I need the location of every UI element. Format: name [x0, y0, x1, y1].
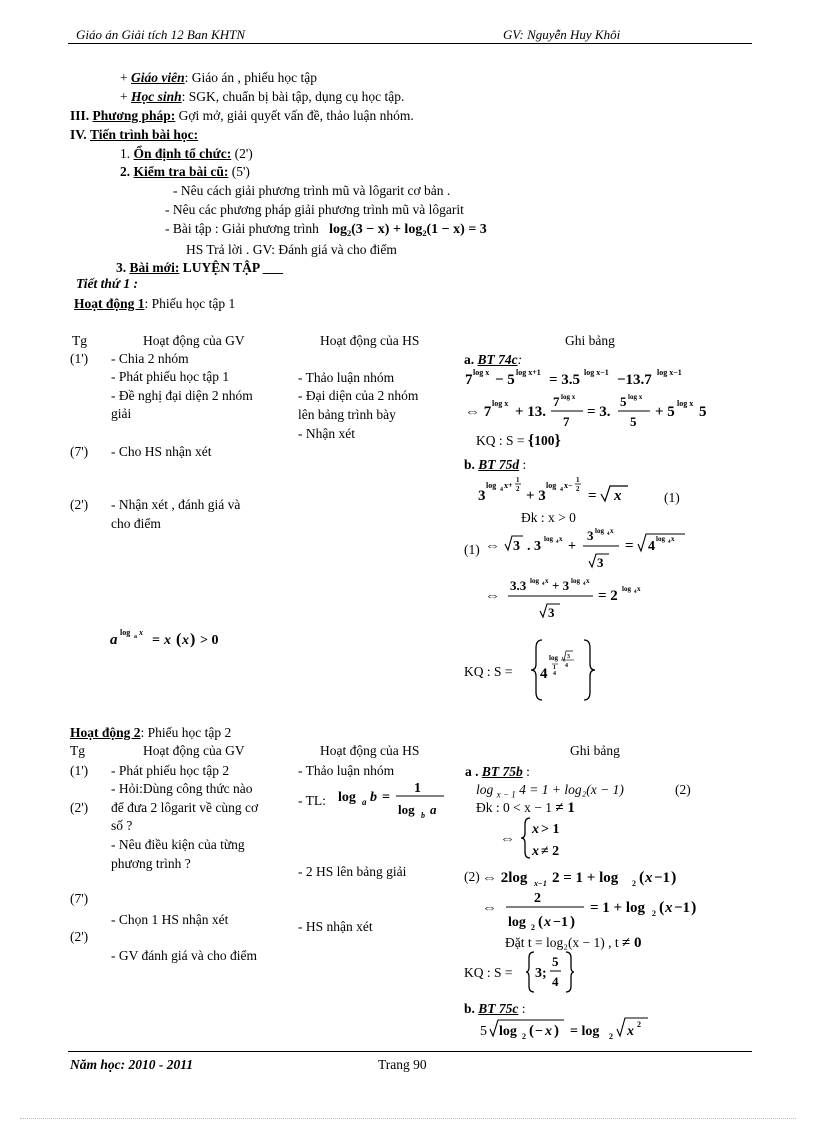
step-3-text: LUYỆN TẬP ___ — [179, 260, 284, 275]
svg-text:= log: = log — [570, 1024, 600, 1039]
svg-text:log: log — [656, 535, 665, 543]
activity-2-title — [70, 725, 231, 741]
svg-text:> 0: > 0 — [200, 633, 219, 648]
hd1-gb-b: b. BT 75d : — [464, 457, 527, 472]
hd2-gv-3a: - Nêu điều kiện của từng — [111, 837, 245, 852]
activity-1-label: Hoạt động 1 — [74, 296, 145, 311]
svg-text:7: 7 — [465, 372, 473, 388]
svg-text:log: log — [398, 802, 415, 817]
old-answer: HS Trả lời . GV: Đánh giá và cho điểm — [186, 242, 397, 257]
svg-text:x: x — [544, 915, 551, 930]
svg-text:log: log — [508, 915, 526, 930]
svg-text:1: 1 — [516, 476, 520, 484]
eq-75d-line2-svg — [485, 526, 715, 576]
section-4-num: IV. — [70, 127, 87, 142]
hd1-col-gb: Ghi bảng — [565, 333, 615, 348]
svg-text:4: 4 — [556, 540, 559, 545]
step-1-label: Ổn định tổ chức: — [133, 146, 232, 161]
hd2-gb-2-label: (2) — [464, 869, 480, 884]
svg-text:log x−1: log x−1 — [584, 368, 609, 377]
hd2-gb-a: a . BT 75b : — [465, 764, 530, 779]
hd1-eq-75d-line1 — [478, 474, 648, 515]
student-text: : SGK, chuẩn bị bài tập, dụng cụ học tập. — [181, 89, 405, 104]
svg-text:x: x — [645, 870, 653, 886]
svg-text:+: + — [568, 539, 576, 554]
section-4 — [70, 127, 198, 143]
svg-text:log: log — [546, 481, 557, 490]
teacher-text: : Giáo án , phiếu học tập — [184, 70, 317, 85]
svg-text:+ 3: + 3 — [526, 488, 546, 504]
svg-text:1: 1 — [414, 781, 421, 796]
system-svg — [500, 815, 580, 861]
svg-text:x−: x− — [564, 481, 573, 490]
hd1-gb-a: a. BT 74c: — [464, 352, 523, 367]
hd1-gb-b-num: b. — [464, 457, 475, 472]
svg-text:2: 2 — [632, 879, 636, 888]
hd1-eq-74c-line2 — [465, 392, 725, 437]
svg-text:2: 2 — [609, 1032, 613, 1041]
hd2-eq-75c — [480, 1015, 680, 1048]
kq-set-svg — [530, 638, 600, 702]
eq-75d-line1-svg — [478, 474, 648, 510]
hd1-gv-3a: - Đề nghị đại diện 2 nhóm — [111, 388, 253, 403]
hd1-hs-2b: lên bảng trình bày — [298, 407, 396, 422]
hd2-gv-2a: - Hỏi:Dùng công thức nào — [111, 781, 253, 796]
svg-text:): ) — [554, 1023, 559, 1039]
hd1-gb-b-exercise: BT 75d — [478, 457, 520, 472]
svg-text:2 = 1 + log: 2 = 1 + log — [552, 870, 619, 886]
activity-2-label: Hoạt động 2 — [70, 725, 141, 740]
svg-text:3: 3 — [478, 488, 486, 504]
svg-text:a: a — [362, 797, 367, 807]
hd1-time-2: (7') — [70, 444, 89, 459]
hd1-time-1: (1') — [70, 351, 89, 366]
hd2-gb-a-equation: log $_{x - 1}$ 4 = 1 + log₂(x − 1) — [476, 782, 624, 800]
hd1-gb-b-kq-set — [530, 638, 600, 707]
hd2-time-2: (2') — [70, 800, 89, 815]
hd2-gv-2b: để đưa 2 lôgarit về cùng cơ — [111, 800, 259, 815]
hd1-gv-4: - Cho HS nhận xét — [111, 444, 212, 459]
svg-text:4: 4 — [648, 539, 655, 554]
hd2-gb-dat: Đặt t = log₂(x − 1) , t — [505, 935, 619, 950]
hd2-gb-a-exercise: BT 75b — [481, 764, 523, 779]
hd2-col-tg: Tg — [70, 743, 85, 758]
eq-74c-line1-svg — [465, 366, 715, 390]
hd1-gb-b-eqnum: (1) — [664, 490, 680, 505]
svg-text:2: 2 — [522, 1032, 526, 1041]
hd2-time-4: (2') — [70, 929, 89, 944]
hd1-hs-1: - Thảo luận nhóm — [298, 370, 395, 385]
svg-text:−1: −1 — [674, 900, 691, 916]
hd2-time-3: (7') — [70, 891, 89, 906]
svg-text:3: 3 — [597, 555, 604, 570]
svg-text:⇔ 7: ⇔ 7 — [465, 404, 492, 420]
svg-text:5: 5 — [620, 394, 627, 409]
eq-75d-line3-svg — [485, 574, 685, 622]
hd1-gb-a-kq: KQ : S = — [476, 433, 525, 448]
svg-text:=: = — [588, 488, 597, 504]
hd1-hs-3: - Nhận xét — [298, 426, 355, 441]
hd2-hs-4: - HS nhận xét — [298, 919, 373, 934]
svg-text:⇔ 2log: ⇔ 2log — [482, 870, 528, 886]
hd2-gb-b-exercise: BT 75c — [478, 1001, 519, 1016]
svg-text:log: log — [530, 577, 539, 585]
svg-text:⇔: ⇔ — [482, 900, 497, 916]
svg-text:3: 3 — [567, 654, 570, 660]
page-bottom-border — [20, 1118, 796, 1119]
hd1-gb-a-kq-value: 100 — [534, 433, 555, 448]
step-1-time: (2') — [231, 146, 253, 161]
svg-text:4: 4 — [565, 663, 568, 669]
svg-text:≠ 2: ≠ 2 — [541, 844, 560, 859]
step-2-label: Kiểm tra bài cũ: — [133, 164, 229, 179]
section-3-num: III. — [70, 108, 90, 123]
prep-student: + Học sinh: SGK, chuẩn bị bài tập, dụng cụ học tập. — [120, 89, 405, 104]
section-4-label: Tiến trình bài học: — [90, 127, 199, 142]
step-2-time: (5') — [228, 164, 250, 179]
step-1 — [120, 146, 253, 162]
svg-text:(: ( — [529, 1023, 534, 1039]
svg-text:4: 4 — [607, 532, 610, 537]
svg-text:= 3.: = 3. — [587, 404, 611, 420]
eq2-line2-svg — [482, 886, 702, 934]
svg-text:a: a — [110, 632, 118, 648]
svg-text:2: 2 — [652, 909, 656, 918]
hd2-gv-2c: số ? — [111, 818, 133, 833]
hd2-gb-a-dk: Đk : 0 < x − 1 — [476, 800, 552, 815]
step-2 — [120, 164, 250, 180]
svg-text:x−1: x−1 — [534, 879, 547, 888]
hd2-col-hs: Hoạt động của HS — [320, 743, 420, 758]
svg-text:2: 2 — [516, 485, 520, 493]
svg-text:−1: −1 — [553, 915, 568, 930]
old-question-3 — [165, 221, 487, 238]
hd2-gv-5: - GV đánh giá và cho điểm — [111, 948, 257, 963]
svg-text:x: x — [164, 633, 171, 648]
svg-text:b: b — [421, 811, 425, 820]
hd1-gb-b-1-label: (1) — [464, 542, 480, 557]
svg-text:log: log — [571, 577, 580, 585]
hd1-col-tg: Tg — [72, 333, 87, 348]
hd2-hs-formula — [338, 776, 448, 827]
hd1-eq-75d-line3 — [485, 574, 685, 627]
hd1-gv-2: - Phát phiếu học tập 1 — [111, 369, 230, 384]
header-rule — [68, 43, 752, 44]
svg-text:x: x — [545, 1024, 552, 1039]
hd1-time-3: (2') — [70, 497, 89, 512]
svg-text:x: x — [637, 585, 641, 593]
step-3-num: 3. — [116, 260, 127, 275]
hd1-hint-formula — [110, 624, 250, 657]
student-label: Học sinh — [131, 89, 182, 104]
svg-text:4: 4 — [583, 582, 586, 587]
svg-text:4: 4 — [634, 590, 637, 595]
hd2-gb-kq-set — [526, 950, 576, 999]
step-3 — [116, 260, 283, 276]
svg-text:⇔: ⇔ — [500, 831, 515, 847]
svg-text:⇔: ⇔ — [485, 588, 500, 604]
svg-text:x: x — [532, 822, 539, 837]
svg-text:(: ( — [639, 869, 645, 886]
hd1-gv-3b: giải — [111, 406, 132, 421]
hd2-gb-a-num: a . — [465, 764, 479, 779]
svg-text:log: log — [120, 628, 131, 637]
old-question-3-text: - Bài tập : Giải phương trình — [165, 221, 319, 236]
svg-text:=: = — [625, 538, 634, 554]
svg-text:x: x — [532, 844, 539, 859]
hd1-eq-74c-line1 — [465, 366, 715, 395]
svg-text:log x−1: log x−1 — [657, 368, 682, 377]
svg-text:x: x — [614, 488, 622, 504]
svg-text:1: 1 — [576, 476, 580, 484]
step-1-num: 1. — [120, 146, 131, 161]
hd2-col-gv: Hoạt động của GV — [143, 743, 245, 758]
svg-text:3: 3 — [548, 605, 555, 620]
svg-text:⇔: ⇔ — [485, 538, 500, 554]
svg-text:log: log — [544, 535, 553, 543]
activity-2-rest: : Phiếu học tập 2 — [140, 725, 232, 740]
svg-text:log: log — [486, 481, 497, 490]
svg-text:4: 4 — [560, 487, 563, 493]
svg-text:5: 5 — [699, 404, 707, 420]
old-question-2: - Nêu các phương pháp giải phương trình mũ và lôgarit — [165, 202, 464, 217]
svg-text:5: 5 — [552, 954, 559, 969]
hd2-hs-1: - Thảo luận nhóm — [298, 763, 395, 778]
svg-text:log x: log x — [492, 399, 509, 408]
svg-text:log x+1: log x+1 — [516, 368, 541, 377]
hs-formula-svg — [338, 776, 448, 822]
svg-text:log: log — [595, 527, 604, 535]
eq-74c-line2-svg — [465, 392, 725, 432]
hd1-hs-2a: - Đại diện của 2 nhóm — [298, 388, 419, 403]
svg-text:4: 4 — [540, 666, 548, 682]
svg-text:): ) — [691, 899, 697, 916]
header-right: GV: Nguyễn Huy Khôi — [503, 27, 621, 42]
hd2-col-gb: Ghi bảng — [570, 743, 620, 758]
hd2-gb-a-condition: Đk : 0 < x − 1 ≠ 1 — [476, 800, 575, 816]
svg-text:4: 4 — [542, 582, 545, 587]
hd2-hs-3: - 2 HS lên bảng giải — [298, 864, 407, 879]
section-3 — [70, 108, 414, 124]
svg-text:b: b — [370, 790, 377, 805]
svg-text:− 5: − 5 — [495, 372, 515, 388]
svg-text:7: 7 — [553, 394, 560, 409]
hd1-gv-5b: cho điểm — [111, 516, 161, 531]
svg-text:): ) — [570, 914, 575, 930]
svg-text:2: 2 — [534, 891, 541, 906]
hd2-gb-a-eqnum: (2) — [675, 782, 691, 797]
svg-text:log: log — [499, 1024, 517, 1039]
svg-text:): ) — [190, 631, 196, 648]
svg-text:x+: x+ — [504, 481, 513, 490]
activity-1-title — [74, 296, 235, 312]
svg-text:+ 5: + 5 — [655, 404, 675, 420]
svg-text:(: ( — [176, 631, 182, 648]
hd2-gv-1: - Phát phiếu học tập 2 — [111, 763, 230, 778]
svg-text:x: x — [559, 535, 563, 543]
svg-text:2: 2 — [637, 1020, 641, 1029]
svg-text:=: = — [382, 790, 390, 805]
svg-text:5: 5 — [630, 414, 637, 429]
svg-text:−: − — [535, 1024, 543, 1039]
hd1-col-gv: Hoạt động của GV — [143, 333, 245, 348]
svg-text:log x: log x — [628, 393, 643, 401]
hd1-gv-5a: - Nhận xét , đánh giá và — [111, 497, 241, 512]
hd2-gb-substitution: Đặt t = log₂(x − 1) , t ≠ 0 — [505, 935, 642, 951]
hd2-gb-b: b. BT 75c : — [464, 1001, 526, 1016]
svg-text:+ 13.: + 13. — [515, 404, 547, 420]
step-2-num: 2. — [120, 164, 131, 179]
svg-text:7: 7 — [563, 414, 570, 429]
svg-text:log: log — [338, 790, 356, 805]
svg-text:= 3.5: = 3.5 — [549, 372, 581, 388]
kq2-set-svg — [526, 950, 576, 994]
eq-75c-svg — [480, 1015, 680, 1043]
svg-text:log: log — [549, 654, 558, 662]
svg-text:a: a — [430, 802, 437, 817]
hd2-gb-a-eq-rest: = 1 + log₂(x − 1) — [529, 782, 624, 797]
svg-text:+ 3: + 3 — [552, 578, 570, 593]
svg-text:−13.7: −13.7 — [617, 372, 652, 388]
footer-year: Năm học: 2010 - 2011 — [70, 1057, 193, 1072]
hd1-gb-b-kq: KQ : S = — [464, 664, 513, 679]
svg-text:x: x — [586, 577, 590, 585]
svg-text:3: 3 — [587, 528, 594, 543]
svg-text:x: x — [545, 577, 549, 585]
hd2-system — [500, 815, 580, 866]
old-equation: log₂(3 − x) + log₂(1 − x) = 3 — [329, 222, 487, 237]
svg-text:= 1 + log: = 1 + log — [590, 900, 646, 916]
svg-text:log x: log x — [677, 399, 694, 408]
svg-text:a: a — [134, 634, 137, 640]
hint-formula-svg — [110, 624, 250, 652]
svg-text:. 3: . 3 — [527, 539, 541, 554]
svg-text:= 2: = 2 — [598, 588, 618, 604]
svg-text:x: x — [139, 628, 143, 637]
hd2-gb-b-num: b. — [464, 1001, 475, 1016]
hd1-gb-a-exercise: BT 74c — [477, 352, 518, 367]
svg-text:): ) — [671, 869, 677, 886]
activity-1-rest: : Phiếu học tập 1 — [144, 296, 236, 311]
svg-text:3: 3 — [513, 539, 520, 554]
hd1-gv-1: - Chia 2 nhóm — [111, 351, 189, 366]
hd2-time-1: (1') — [70, 763, 89, 778]
lesson-period: Tiết thứ 1 : — [76, 276, 138, 291]
footer-rule — [68, 1051, 752, 1052]
svg-text:3;: 3; — [535, 966, 547, 981]
hd1-col-hs: Hoạt động của HS — [320, 333, 420, 348]
svg-text:x: x — [627, 1024, 634, 1039]
section-3-label: Phương pháp: — [92, 108, 176, 123]
hd2-gb-kq: KQ : S = — [464, 965, 513, 980]
prep-teacher: + Giáo viên: Giáo án , phiếu học tập — [120, 70, 317, 85]
hd1-gb-a-num: a. — [464, 352, 475, 367]
old-question-1: - Nêu cách giải phương trình mũ và lôgarit cơ bản . — [173, 183, 451, 198]
svg-text:1: 1 — [553, 665, 556, 671]
svg-text:(: ( — [659, 899, 665, 916]
hd1-gb-a-result: KQ : S = {100} — [476, 432, 561, 449]
svg-text:5: 5 — [480, 1024, 487, 1039]
svg-text:x: x — [182, 633, 189, 648]
svg-text:x: x — [665, 900, 673, 916]
svg-text:=: = — [152, 633, 160, 648]
hd1-eq-75d-line2 — [485, 526, 715, 581]
hd2-eq-line2 — [482, 886, 702, 939]
svg-text:x: x — [671, 535, 675, 543]
svg-text:2: 2 — [531, 923, 535, 932]
svg-text:4: 4 — [668, 540, 671, 545]
svg-text:log: log — [622, 585, 631, 593]
section-3-text: Gợi mở, giải quyết vấn đề, thảo luận nhóm. — [175, 108, 414, 123]
svg-text:−1: −1 — [654, 870, 671, 886]
svg-text:log x: log x — [473, 368, 490, 377]
svg-text:log x: log x — [561, 393, 576, 401]
svg-text:4: 4 — [553, 671, 556, 677]
svg-text:4: 4 — [500, 487, 503, 493]
svg-text:3.3: 3.3 — [510, 578, 527, 593]
svg-text:2: 2 — [576, 485, 580, 493]
svg-text:4: 4 — [552, 974, 559, 989]
svg-text:x: x — [610, 527, 614, 535]
hd2-gv-4: - Chọn 1 HS nhận xét — [111, 912, 229, 927]
step-3-label: Bài mới: — [129, 260, 180, 275]
header-left: Giáo án Giải tích 12 Ban KHTN — [76, 27, 246, 42]
teacher-label: Giáo viên — [131, 70, 185, 85]
svg-text:(: ( — [538, 914, 543, 930]
svg-text:> 1: > 1 — [541, 822, 560, 837]
hd1-gb-b-condition: Đk : x > 0 — [521, 510, 576, 525]
footer-page: Trang 90 — [378, 1057, 427, 1072]
hd2-gv-3b: phương trình ? — [111, 856, 191, 871]
hd2-hs-2: - TL: — [298, 793, 326, 808]
